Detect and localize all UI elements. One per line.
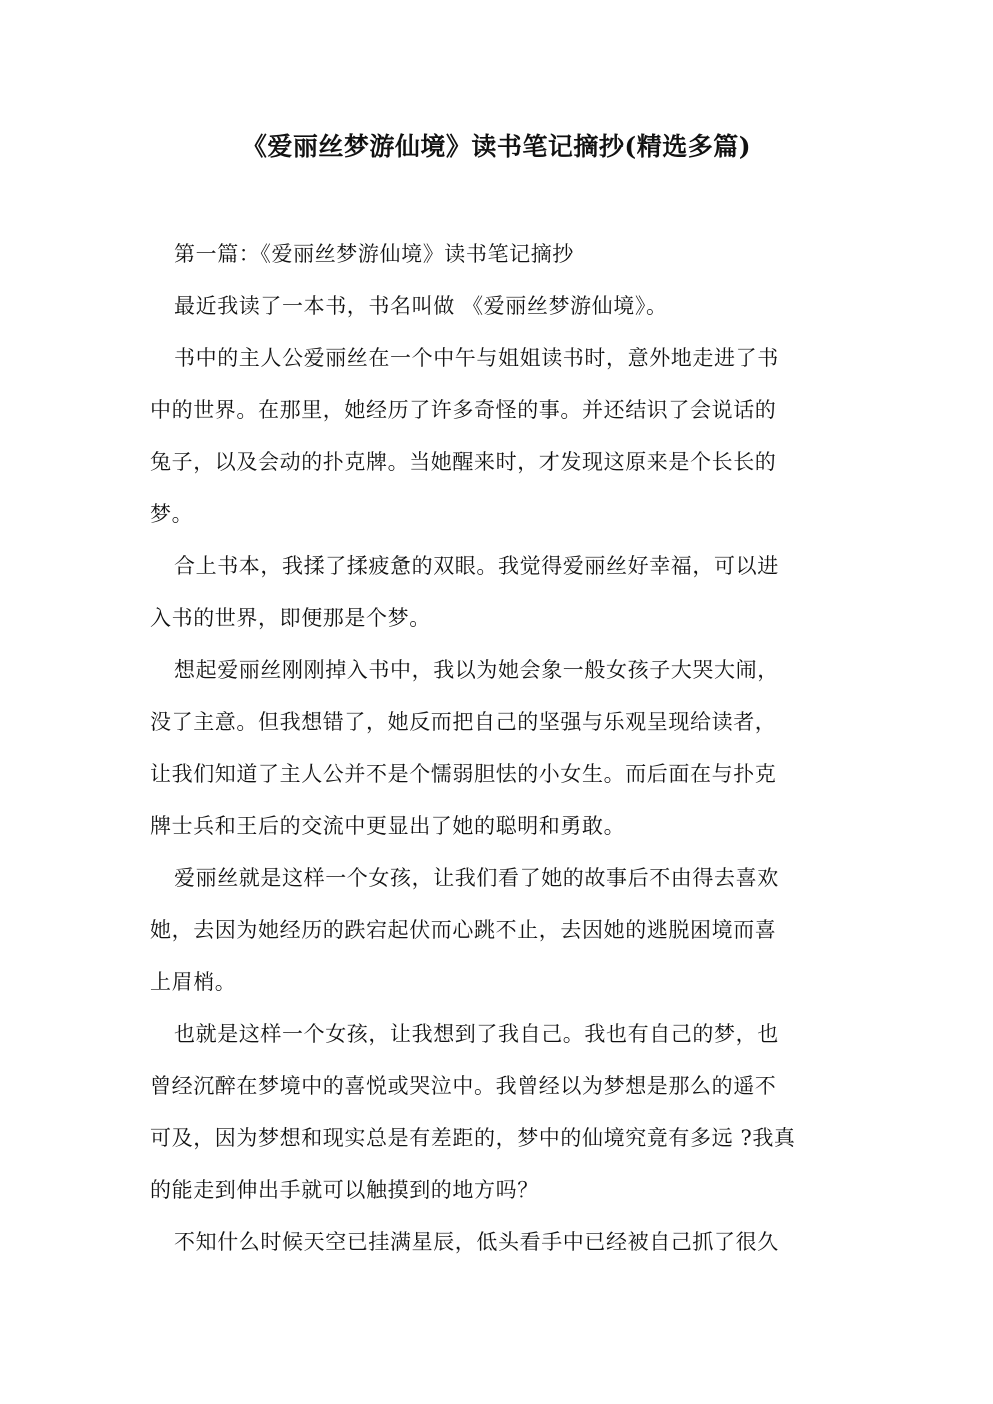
text-line: 上眉梢。 [150,970,237,994]
text-line: 不知什么时候天空已挂满星辰，低头看手中已经被自己抓了很久 [174,1230,779,1254]
text-line: 的能走到伸出手就可以触摸到的地方吗？ [150,1178,539,1202]
text-line: 牌士兵和王后的交流中更显出了她的聪明和勇敢。 [150,814,626,838]
document-title: 《爱丽丝梦游仙境》读书笔记摘抄(精选多篇) [241,132,752,161]
section-heading: 第一篇：《爱丽丝梦游仙境》读书笔记摘抄 [174,242,574,266]
text-line: 书中的主人公爱丽丝在一个中午与姐姐读书时，意外地走进了书 [174,346,779,370]
text-line: 最近我读了一本书，书名叫做 《爱丽丝梦游仙境》。 [174,294,668,318]
text-line: 入书的世界，即便那是个梦。 [150,606,431,630]
document-body [150,228,840,1268]
text-line: 可及，因为梦想和现实总是有差距的，梦中的仙境究竟有多远 ?我真 [150,1126,796,1150]
text-line: 没了主意。但我想错了，她反而把自己的坚强与乐观呈现给读者， [150,710,777,734]
text-line: 中的世界。在那里，她经历了许多奇怪的事。并还结识了会说话的 [150,398,777,422]
text-line: 兔子，以及会动的扑克牌。当她醒来时，才发现这原来是个长长的 [150,450,777,474]
text-line: 让我们知道了主人公并不是个懦弱胆怯的小女生。而后面在与扑克 [150,762,777,786]
text-line: 她，去因为她经历的跌宕起伏而心跳不止，去因她的逃脱困境而喜 [150,918,777,942]
text-line: 曾经沉醉在梦境中的喜悦或哭泣中。我曾经以为梦想是那么的遥不 [150,1074,777,1098]
text-line: 想起爱丽丝刚刚掉入书中，我以为她会象一般女孩子大哭大闹， [174,658,779,682]
text-line: 合上书本，我揉了揉疲惫的双眼。我觉得爱丽丝好幸福，可以进 [174,554,779,578]
text-line: 也就是这样一个女孩，让我想到了我自己。我也有自己的梦，也 [174,1022,779,1046]
text-line: 爱丽丝就是这样一个女孩，让我们看了她的故事后不由得去喜欢 [174,866,779,890]
text-line: 梦。 [150,502,194,526]
